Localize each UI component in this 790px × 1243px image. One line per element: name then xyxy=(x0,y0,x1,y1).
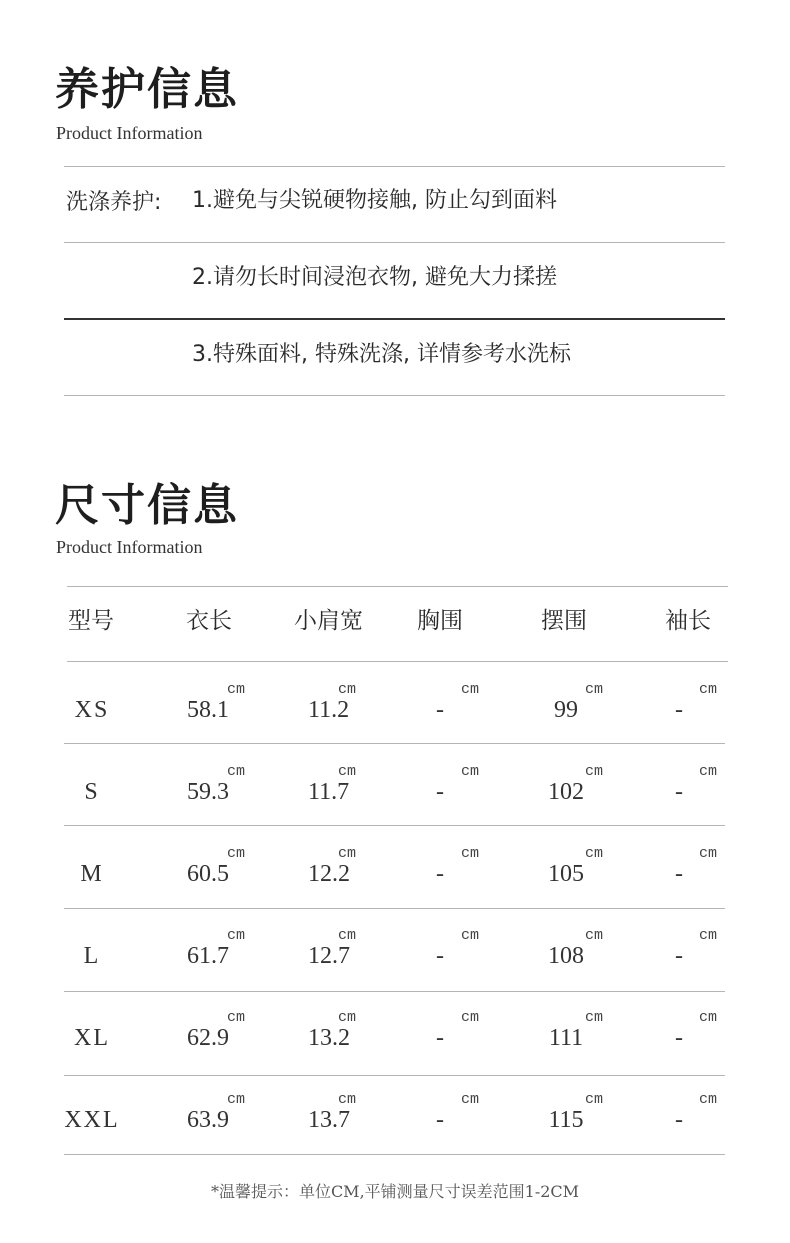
cell-length: 59.3 xyxy=(187,779,229,805)
care-line-1: 1.避免与尖锐硬物接触, 防止勾到面料 xyxy=(192,188,557,213)
unit-label: cm xyxy=(699,763,718,780)
cell-size: L xyxy=(83,943,101,969)
unit-label: cm xyxy=(227,845,246,862)
unit-label: cm xyxy=(461,845,480,862)
unit-label: cm xyxy=(699,1091,718,1108)
unit-label: cm xyxy=(227,1009,246,1026)
unit-label: cm xyxy=(585,845,604,862)
cell-sleeve: - xyxy=(675,861,683,887)
unit-label: cm xyxy=(338,845,357,862)
cell-length: 63.9 xyxy=(187,1107,229,1133)
header-length: 衣长 xyxy=(186,608,232,634)
cell-shoulder: 13.2 xyxy=(308,1025,350,1051)
cell-hem: 105 xyxy=(548,861,584,887)
cell-length: 58.1 xyxy=(187,697,229,723)
unit-label: cm xyxy=(338,927,357,944)
size-note: *温馨提示：单位CM,平铺测量尺寸误差范围1-2CM xyxy=(210,1182,580,1201)
unit-label: cm xyxy=(699,927,718,944)
table-row-rule xyxy=(64,825,725,826)
table-top-rule xyxy=(67,586,728,587)
cell-hem: 102 xyxy=(548,779,584,805)
cell-length: 61.7 xyxy=(187,943,229,969)
cell-chest: - xyxy=(436,697,444,723)
table-row-rule xyxy=(64,1154,725,1155)
divider xyxy=(64,242,725,243)
table-row-rule xyxy=(64,743,725,744)
care-title: 养护信息 xyxy=(55,64,239,115)
table-row-rule xyxy=(64,1075,725,1076)
unit-label: cm xyxy=(585,1091,604,1108)
cell-chest: - xyxy=(436,861,444,887)
cell-shoulder: 11.7 xyxy=(308,779,350,805)
unit-label: cm xyxy=(585,763,604,780)
unit-label: cm xyxy=(585,1009,604,1026)
care-subtitle: Product Information xyxy=(56,123,203,143)
care-line-3: 3.特殊面料, 特殊洗涤, 详情参考水洗标 xyxy=(192,342,571,367)
unit-label: cm xyxy=(461,1009,480,1026)
header-model: 型号 xyxy=(68,608,114,634)
unit-label: cm xyxy=(461,1091,480,1108)
unit-label: cm xyxy=(338,763,357,780)
unit-label: cm xyxy=(461,681,480,698)
cell-sleeve: - xyxy=(675,697,683,723)
unit-label: cm xyxy=(699,681,718,698)
unit-label: cm xyxy=(699,1009,718,1026)
cell-chest: - xyxy=(436,779,444,805)
unit-label: cm xyxy=(338,1009,357,1026)
unit-label: cm xyxy=(338,681,357,698)
cell-length: 60.5 xyxy=(187,861,229,887)
unit-label: cm xyxy=(699,845,718,862)
cell-sleeve: - xyxy=(675,1025,683,1051)
header-sleeve: 袖长 xyxy=(665,608,711,634)
table-row-rule xyxy=(64,991,725,992)
cell-hem: 108 xyxy=(548,943,584,969)
cell-shoulder: 13.7 xyxy=(308,1107,350,1133)
cell-shoulder: 11.2 xyxy=(308,697,350,723)
unit-label: cm xyxy=(585,681,604,698)
cell-size: XXL xyxy=(64,1107,120,1133)
cell-shoulder: 12.2 xyxy=(308,861,350,887)
header-hem: 摆围 xyxy=(541,608,587,634)
unit-label: cm xyxy=(227,681,246,698)
cell-hem: 99 xyxy=(554,697,578,723)
cell-chest: - xyxy=(436,943,444,969)
unit-label: cm xyxy=(227,763,246,780)
unit-label: cm xyxy=(461,927,480,944)
cell-hem: 111 xyxy=(548,1025,584,1051)
table-header-rule xyxy=(67,661,728,662)
care-line-2: 2.请勿长时间浸泡衣物, 避免大力揉搓 xyxy=(192,265,557,290)
cell-shoulder: 12.7 xyxy=(308,943,350,969)
divider xyxy=(64,395,725,396)
table-row-rule xyxy=(64,908,725,909)
unit-label: cm xyxy=(227,927,246,944)
cell-size: S xyxy=(84,779,100,805)
unit-label: cm xyxy=(338,1091,357,1108)
cell-sleeve: - xyxy=(675,1107,683,1133)
cell-hem: 115 xyxy=(548,1107,584,1133)
divider xyxy=(64,166,725,167)
header-shoulder: 小肩宽 xyxy=(294,608,363,634)
cell-sleeve: - xyxy=(675,943,683,969)
size-subtitle: Product Information xyxy=(56,537,203,557)
size-title: 尺寸信息 xyxy=(55,480,239,531)
cell-size: XS xyxy=(74,697,110,723)
cell-sleeve: - xyxy=(675,779,683,805)
unit-label: cm xyxy=(227,1091,246,1108)
cell-size: M xyxy=(80,861,104,887)
cell-size: XL xyxy=(74,1025,110,1051)
header-chest: 胸围 xyxy=(417,608,463,634)
cell-length: 62.9 xyxy=(187,1025,229,1051)
cell-chest: - xyxy=(436,1107,444,1133)
divider xyxy=(64,318,725,320)
unit-label: cm xyxy=(585,927,604,944)
cell-chest: - xyxy=(436,1025,444,1051)
care-label: 洗涤养护: xyxy=(66,190,162,215)
unit-label: cm xyxy=(461,763,480,780)
